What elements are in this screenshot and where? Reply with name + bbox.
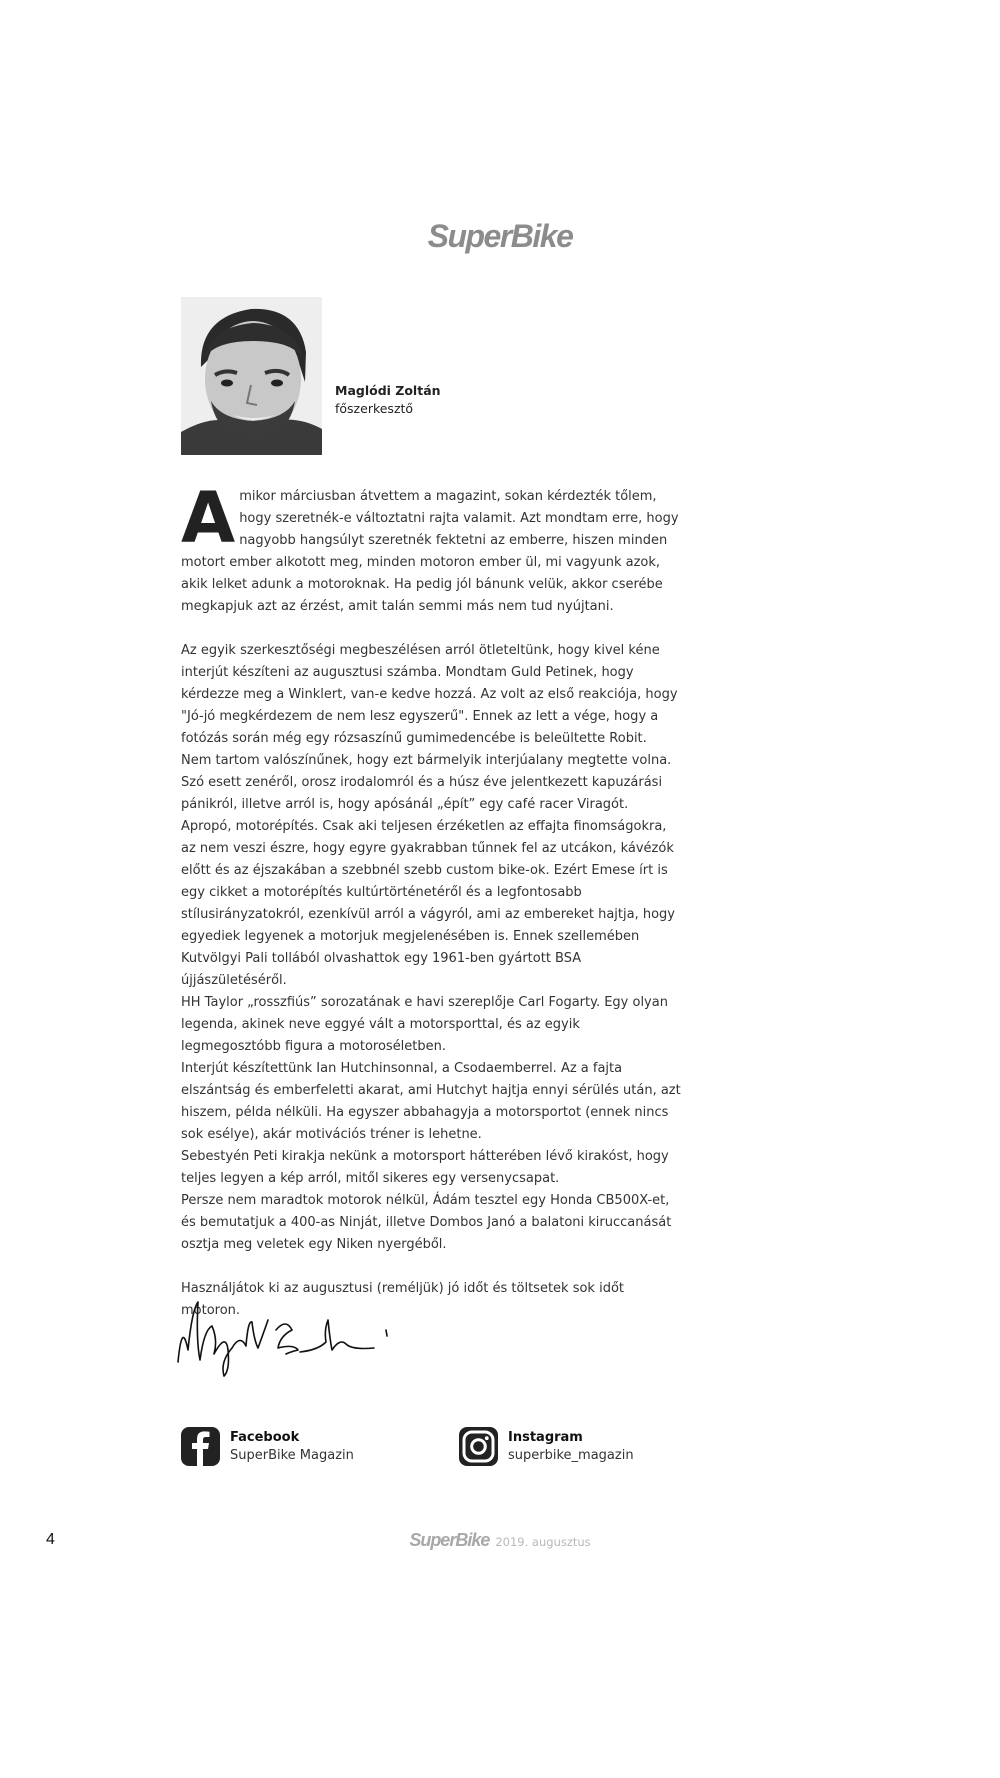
author-portrait-icon [181,297,322,455]
editorial-article [181,477,681,1322]
author-name: Maglódi Zoltán [335,383,441,398]
handwritten-signature-icon [168,1290,398,1380]
drop-cap: A [181,477,236,559]
article-paragraph: Amikor márciusban átvettem a magazint, sokan kérdezték tőlem, hogy szeretnék-e változtatni rajta valamit. Azt mondtam erre, hogy nagyobb hangsúlyt szeretnék fektetni az emberre, hiszen minden motort ember alkotott meg, minden motoron ember ül, mi vagyunk azok, akik lelket adunk a motoroknak. Ha pedig jól bánunk velük, akkor cserébe megkapjuk azt az érzést, amit talán semmi más nem tud nyújtani. [181,477,679,614]
facebook-handle: SuperBike Magazin [230,1447,354,1463]
article-paragraph: HH Taylor „rosszfiús” sorozatának e havi szereplője Carl Fogarty. Egy olyan legenda, akinek neve eggyé vált a motorsporttal, és az egyik legmegosztóbb figura a motoroséletben. [181,995,668,1054]
footer-logo: SuperBike [409,1530,490,1550]
footer-date: 2019. augusztus [495,1535,591,1549]
article-paragraph: Az egyik szerkesztőségi megbeszélésen arról ötleteltünk, hogy kivel kéne interjút készíteni az augusztusi számba. Mondtam Guld Petinek, hogy kérdezze meg a Winklert, van-e kedve hozzá. Az volt az első reakciója, hogy "Jó-jó megkérdezem de nem lesz egyszerű". Ennek az lett a vége, hogy a fotózás során még egy rózsaszínű gumimedencébe is beleültette Robit. Nem tartom valószínűnek, hogy ezt bármelyik interjúalany megtette volna. Szó esett zenéről, orosz irodalomról és a húsz éve jelentkezett kapuzárási pánikról, illetve arról is, hogy apósánál „épít” egy café racer Viragót. [181,643,678,812]
footer [0,1530,1000,1551]
instagram-link[interactable] [459,1427,634,1466]
facebook-link[interactable] [181,1427,354,1466]
header-logo: SuperBike [427,218,573,254]
instagram-handle: superbike_magazin [508,1447,634,1463]
article-closing: Használjátok ki az augusztusi (reméljük) jó időt és töltsetek sok időt motoron. [181,1281,625,1318]
instagram-icon [459,1427,498,1466]
instagram-title: Instagram [508,1429,583,1445]
author-role: főszerkesztő [335,401,414,416]
facebook-title: Facebook [230,1429,300,1445]
article-paragraph: Sebestyén Peti kirakja nekünk a motorsport hátterében lévő kirakóst, hogy teljes legyen a kép arról, mitől sikeres egy versenycsapat. [181,1149,669,1186]
facebook-icon [181,1427,220,1466]
article-paragraph: Persze nem maradtok motorok nélkül, Ádám tesztel egy Honda CB500X-et, és bemutatjuk a 400-as Ninját, illetve Dombos Janó a balatoni kiruccanását osztja meg veletek egy Niken nyergéből. [181,1193,672,1252]
article-paragraph: Interjút készítettünk Ian Hutchinsonnal, a Csodaemberrel. Az a fajta elszántság és emberfeletti akarat, ami Hutchyt hajtja ennyi sérülés után, azt hiszem, példa nélküli. Ha egyszer abbahagyja a motorsportot (ennek nincs sok esélye), akár motivációs tréner is lehetne. [181,1061,681,1142]
page-number: 4 [46,1531,55,1548]
author-info [335,382,441,418]
article-paragraph: Apropó, motorépítés. Csak aki teljesen érzéketlen az effajta finomságokra, az nem veszi észre, hogy egyre gyakrabban tűnnek fel az utcákon, kávézók előtt és az éjszakában a szebbnél szebb custom bike-ok. Ezért Emese írt is egy cikket a motorépítés kultúrtörténetéről és a legfontosabb stílusirányzatokról, ezenkívül arról a vágyról, ami az embereket hajtja, hogy egyediek legyenek a motorjuk megjelenésében is. Ennek szellemében Kutvölgyi Pali tollából olvashattok egy 1961-ben gyártott BSA újjászületéséről. [181,819,675,988]
